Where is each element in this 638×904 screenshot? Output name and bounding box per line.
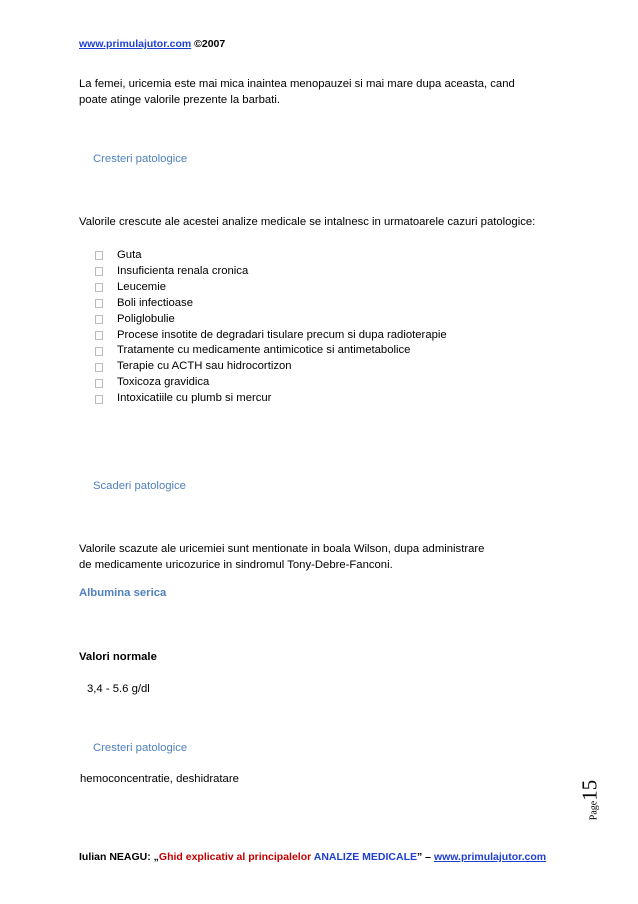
footer-author: Iulian NEAGU: „ (79, 851, 159, 863)
list-item: Terapie cu ACTH sau hidrocortizon (95, 359, 447, 375)
intro-line-1: La femei, uricemia este mai mica inaintea menopauzei si mai mare dupa aceasta, cand (79, 78, 515, 90)
scaderi-line-1: Valorile scazute ale uricemiei sunt mentionate in boala Wilson, dupa administrare (79, 543, 485, 555)
albumina-cresteri-text: hemoconcentratie, deshidratare (80, 773, 239, 785)
cresteri-list (95, 248, 447, 407)
bullet-icon (95, 379, 103, 388)
bullet-icon (95, 395, 103, 404)
page-label: Page (588, 800, 600, 821)
bullet-icon (95, 299, 103, 308)
valori-normale-label: Valori normale (79, 651, 157, 663)
footer (79, 851, 546, 863)
bullet-icon (95, 363, 103, 372)
footer-analize: ANALIZE MEDICALE (313, 851, 417, 863)
page-number-box (577, 765, 603, 835)
intro-paragraph (79, 76, 515, 108)
scaderi-line-2: de medicamente uricozurice in sindromul Tony-Debre-Fanconi. (79, 559, 393, 571)
list-item: Toxicoza gravidica (95, 375, 447, 391)
header-link[interactable]: www.primulajutor.com (79, 38, 192, 50)
valori-normale-value: 3,4 - 5.6 g/dl (87, 683, 150, 695)
bullet-icon (95, 267, 103, 276)
bullet-icon (95, 347, 103, 356)
footer-separator: ” – (417, 851, 434, 863)
scaderi-heading: Scaderi patologice (93, 480, 186, 492)
footer-guide-title: Ghid explicativ al principalelor (158, 851, 314, 863)
list-item: Leucemie (95, 280, 447, 296)
page-number: 15 (577, 779, 602, 801)
list-item: Intoxicatiile cu plumb si mercur (95, 391, 447, 407)
header-copyright: ©2007 (191, 38, 226, 50)
cresteri-heading: Cresteri patologice (93, 153, 188, 165)
bullet-icon (95, 251, 103, 260)
intro-line-2: poate atinge valorile prezente la barbati. (79, 94, 280, 106)
list-item: Boli infectioase (95, 296, 447, 312)
scaderi-paragraph (79, 541, 484, 573)
list-item: Poliglobulie (95, 312, 447, 328)
bullet-icon (95, 283, 103, 292)
list-item: Guta (95, 248, 447, 264)
albumina-title: Albumina serica (79, 587, 167, 599)
footer-link[interactable]: www.primulajutor.com (433, 851, 547, 863)
cresteri-text: Valorile crescute ale acestei analize medicale se intalnesc in urmatoarele cazuri patologice: (79, 216, 536, 228)
albumina-cresteri-heading: Cresteri patologice (93, 742, 188, 754)
header (79, 38, 225, 50)
bullet-icon (95, 331, 103, 340)
list-item: Insuficienta renala cronica (95, 264, 447, 280)
list-item: Tratamente cu medicamente antimicotice si antimetabolice (95, 343, 447, 359)
list-item: Procese insotite de degradari tisulare precum si dupa radioterapie (95, 328, 447, 344)
bullet-icon (95, 315, 103, 324)
